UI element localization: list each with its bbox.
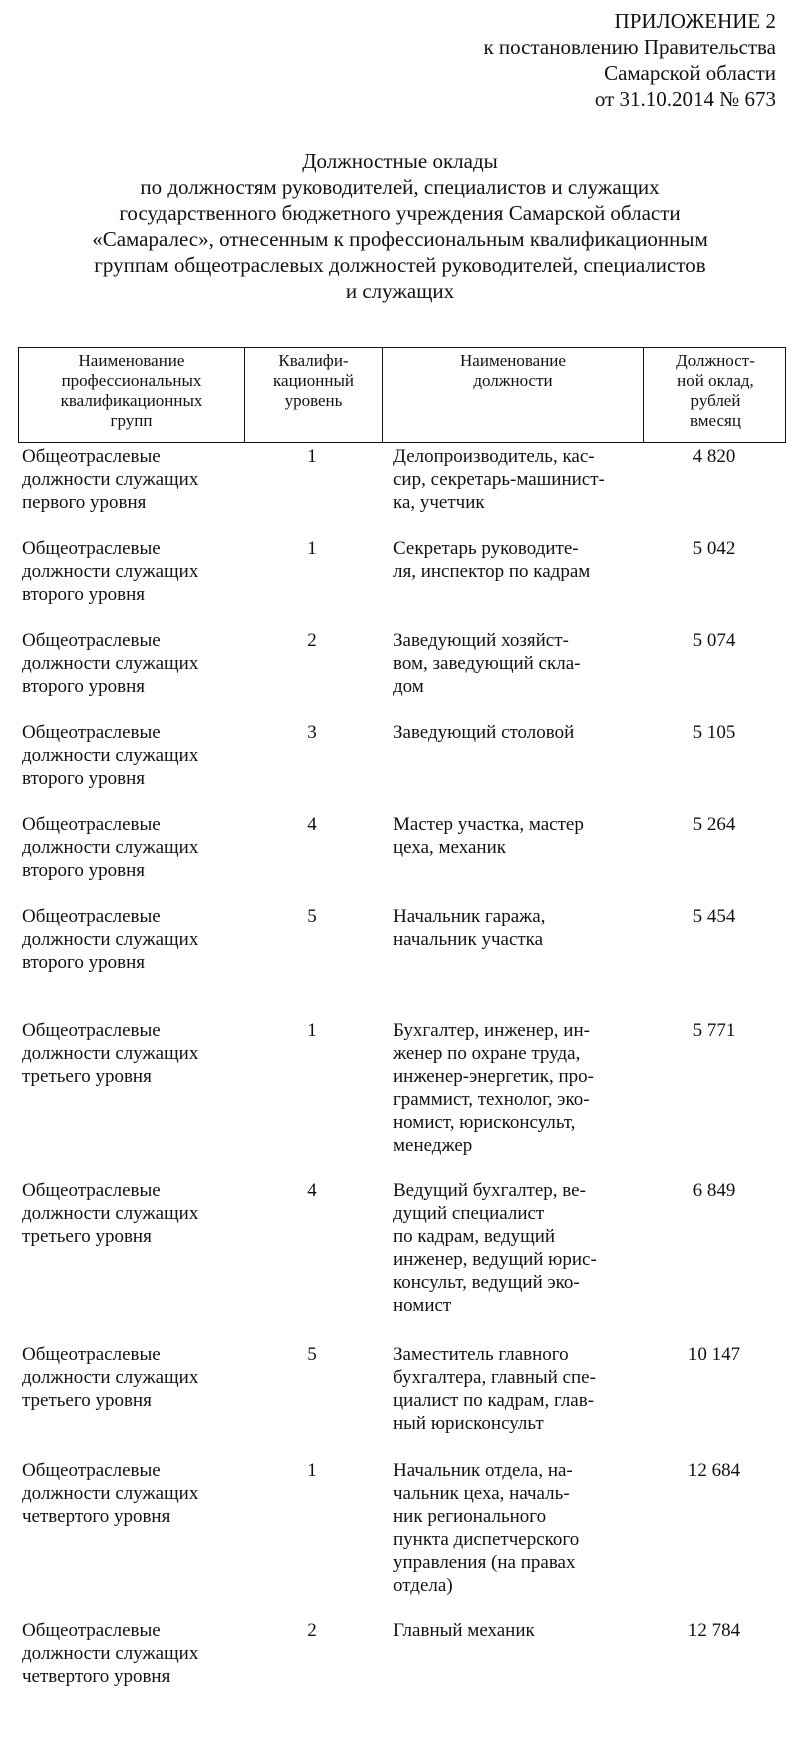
appendix-line: к постановлению Правительства <box>483 35 776 59</box>
position-cell-line: ный юрисконсульт <box>393 1413 544 1434</box>
salary-cell: 12 684 <box>687 1460 741 1481</box>
group-cell-line: Общеотраслевые <box>22 1344 161 1365</box>
position-cell-line: Делопроизводитель, кас- <box>393 446 595 467</box>
position-cell <box>381 629 642 698</box>
group-cell-line: первого уровня <box>22 492 147 513</box>
position-cell-line: Начальник гаража, <box>393 906 546 927</box>
level-cell: 2 <box>307 630 317 651</box>
position-cell-line: Заместитель главного <box>393 1344 569 1365</box>
position-cell <box>381 1459 642 1597</box>
group-cell <box>18 629 243 698</box>
position-cell <box>381 813 642 882</box>
position-cell-line: бухгалтера, главный спе- <box>393 1367 596 1388</box>
level-cell: 1 <box>307 446 317 467</box>
group-cell <box>18 1019 243 1157</box>
table-row <box>18 1179 786 1317</box>
level-cell: 1 <box>307 1020 317 1041</box>
position-cell-line: ля, инспектор по кадрам <box>393 561 591 582</box>
position-cell <box>381 1619 642 1688</box>
level-cell: 5 <box>307 1344 317 1365</box>
header-line: вмесяц <box>690 411 741 430</box>
group-cell-line: должности служащих <box>22 1367 199 1388</box>
group-cell-line: должности служащих <box>22 561 199 582</box>
group-cell-line: второго уровня <box>22 952 145 973</box>
document-title <box>16 148 784 304</box>
position-cell-line: Начальник отдела, на- <box>393 1460 573 1481</box>
group-cell-line: должности служащих <box>22 469 199 490</box>
position-cell-line: инженер-энергетик, про- <box>393 1066 595 1087</box>
group-cell-line: должности служащих <box>22 1043 199 1064</box>
group-cell-line: второго уровня <box>22 584 145 605</box>
group-cell-line: четвертого уровня <box>22 1666 171 1687</box>
group-cell <box>18 813 243 882</box>
table-row <box>18 1019 786 1157</box>
group-cell-line: должности служащих <box>22 1203 199 1224</box>
position-cell-line: дом <box>393 676 424 697</box>
position-cell <box>381 1019 642 1157</box>
group-cell-line: Общеотраслевые <box>22 722 161 743</box>
header-line: квалификационных <box>60 391 203 410</box>
salary-cell: 10 147 <box>687 1344 741 1365</box>
group-cell <box>18 537 243 606</box>
group-cell-line: третьего уровня <box>22 1390 152 1411</box>
level-cell: 2 <box>307 1620 317 1641</box>
header-line: профессиональных <box>61 371 202 390</box>
table-row <box>18 905 786 974</box>
position-cell-line: ка, учетчик <box>393 492 485 513</box>
group-cell-line: Общеотраслевые <box>22 814 161 835</box>
header-line: рублей <box>690 391 741 410</box>
header-level <box>244 348 382 442</box>
level-cell: 1 <box>307 538 317 559</box>
header-salary <box>643 348 787 442</box>
header-line: Квалифи- <box>278 351 349 370</box>
group-cell-line: второго уровня <box>22 860 145 881</box>
appendix-block <box>483 8 776 112</box>
salary-cell: 12 784 <box>687 1620 741 1641</box>
group-cell <box>18 721 243 790</box>
group-cell <box>18 1343 243 1435</box>
position-cell-line: сир, секретарь-машинист- <box>393 469 605 490</box>
position-cell-line: Заведующий столовой <box>393 722 575 743</box>
table-row <box>18 1619 786 1688</box>
group-cell-line: должности служащих <box>22 653 199 674</box>
position-cell-line: номист, юрисконсульт, <box>393 1112 576 1133</box>
header-line: должности <box>473 371 553 390</box>
position-cell-line: Ведущий бухгалтер, ве- <box>393 1180 586 1201</box>
level-cell: 1 <box>307 1460 317 1481</box>
position-cell-line: менеджер <box>393 1135 473 1156</box>
salary-cell: 5 264 <box>692 814 736 835</box>
salary-cell: 4 820 <box>692 446 736 467</box>
position-cell <box>381 905 642 974</box>
title-line: и служащих <box>345 279 455 303</box>
level-cell: 4 <box>307 1180 317 1201</box>
group-cell-line: должности служащих <box>22 1483 199 1504</box>
title-line: по должностям руководителей, специалистов и служащих <box>140 175 660 199</box>
position-cell-line: Бухгалтер, инженер, ин- <box>393 1020 590 1041</box>
position-cell-line: циалист по кадрам, глав- <box>393 1390 595 1411</box>
position-cell-line: женер по охране труда, <box>393 1043 581 1064</box>
group-cell-line: Общеотраслевые <box>22 1460 161 1481</box>
salary-cell: 5 454 <box>692 906 736 927</box>
group-cell-line: Общеотраслевые <box>22 446 161 467</box>
position-cell <box>381 537 642 606</box>
title-line: государственного бюджетного учреждения Самарской области <box>119 201 681 225</box>
title-line: «Самаралес», отнесенным к профессиональным квалификационным <box>92 227 708 251</box>
group-cell-line: должности служащих <box>22 929 199 950</box>
title-line: Должностные оклады <box>302 149 498 173</box>
position-cell-line: инженер, ведущий юрис- <box>393 1249 597 1270</box>
salary-table <box>18 347 786 1687</box>
header-line: уровень <box>284 391 343 410</box>
group-cell-line: четвертого уровня <box>22 1506 171 1527</box>
position-cell-line: управления (на правах <box>393 1552 576 1573</box>
table-row <box>18 629 786 698</box>
table-row <box>18 1343 786 1435</box>
position-cell-line: граммист, технолог, эко- <box>393 1089 590 1110</box>
position-cell <box>381 1179 642 1317</box>
header-line: ной оклад, <box>677 371 754 390</box>
position-cell-line: вом, заведующий скла- <box>393 653 581 674</box>
position-cell-line: чальник цеха, началь- <box>393 1483 570 1504</box>
position-cell-line: Заведующий хозяйст- <box>393 630 569 651</box>
header-line: групп <box>110 411 153 430</box>
title-line: группам общеотраслевых должностей руководителей, специалистов <box>94 253 706 277</box>
group-cell <box>18 1179 243 1317</box>
group-cell-line: Общеотраслевые <box>22 538 161 559</box>
header-line: кационный <box>273 371 354 390</box>
group-cell-line: должности служащих <box>22 745 199 766</box>
position-cell-line: ник регионального <box>393 1506 547 1527</box>
salary-cell: 5 771 <box>692 1020 736 1041</box>
salary-cell: 6 849 <box>692 1180 736 1201</box>
table-row <box>18 721 786 790</box>
position-cell <box>381 1343 642 1435</box>
position-cell-line: цеха, механик <box>393 837 506 858</box>
appendix-line: ПРИЛОЖЕНИЕ 2 <box>614 9 776 33</box>
header-line: Наименование <box>78 351 185 370</box>
position-cell-line: Мастер участка, мастер <box>393 814 584 835</box>
position-cell <box>381 721 642 790</box>
table-row <box>18 537 786 606</box>
group-cell-line: второго уровня <box>22 768 145 789</box>
group-cell <box>18 905 243 974</box>
position-cell-line: начальник участка <box>393 929 544 950</box>
group-cell-line: Общеотраслевые <box>22 906 161 927</box>
table-row <box>18 813 786 882</box>
level-cell: 5 <box>307 906 317 927</box>
position-cell-line: Главный механик <box>393 1620 535 1641</box>
header-line: Наименование <box>460 351 566 370</box>
group-cell-line: третьего уровня <box>22 1226 152 1247</box>
table-row <box>18 1459 786 1597</box>
appendix-line: Самарской области <box>604 61 776 85</box>
header-group <box>19 348 244 442</box>
group-cell-line: третьего уровня <box>22 1066 152 1087</box>
group-cell-line: Общеотраслевые <box>22 1180 161 1201</box>
group-cell <box>18 1619 243 1688</box>
group-cell <box>18 445 243 514</box>
group-cell-line: Общеотраслевые <box>22 630 161 651</box>
group-cell-line: Общеотраслевые <box>22 1020 161 1041</box>
table-header <box>18 347 786 443</box>
header-position <box>382 348 643 442</box>
table-row <box>18 445 786 514</box>
level-cell: 3 <box>307 722 317 743</box>
salary-cell: 5 074 <box>692 630 736 651</box>
salary-cell: 5 105 <box>692 722 736 743</box>
group-cell-line: Общеотраслевые <box>22 1620 161 1641</box>
position-cell-line: консульт, ведущий эко- <box>393 1272 580 1293</box>
appendix-line: от 31.10.2014 № 673 <box>594 87 776 111</box>
position-cell-line: отдела) <box>393 1575 453 1596</box>
group-cell-line: второго уровня <box>22 676 145 697</box>
position-cell-line: дущий специалист <box>393 1203 545 1224</box>
group-cell-line: должности служащих <box>22 837 199 858</box>
group-cell <box>18 1459 243 1597</box>
position-cell-line: Секретарь руководите- <box>393 538 579 559</box>
position-cell <box>381 445 642 514</box>
group-cell-line: должности служащих <box>22 1643 199 1664</box>
position-cell-line: по кадрам, ведущий <box>393 1226 556 1247</box>
header-line: Должност- <box>676 351 755 370</box>
salary-cell: 5 042 <box>692 538 736 559</box>
level-cell: 4 <box>307 814 317 835</box>
position-cell-line: номист <box>393 1295 452 1316</box>
position-cell-line: пункта диспетчерского <box>393 1529 580 1550</box>
